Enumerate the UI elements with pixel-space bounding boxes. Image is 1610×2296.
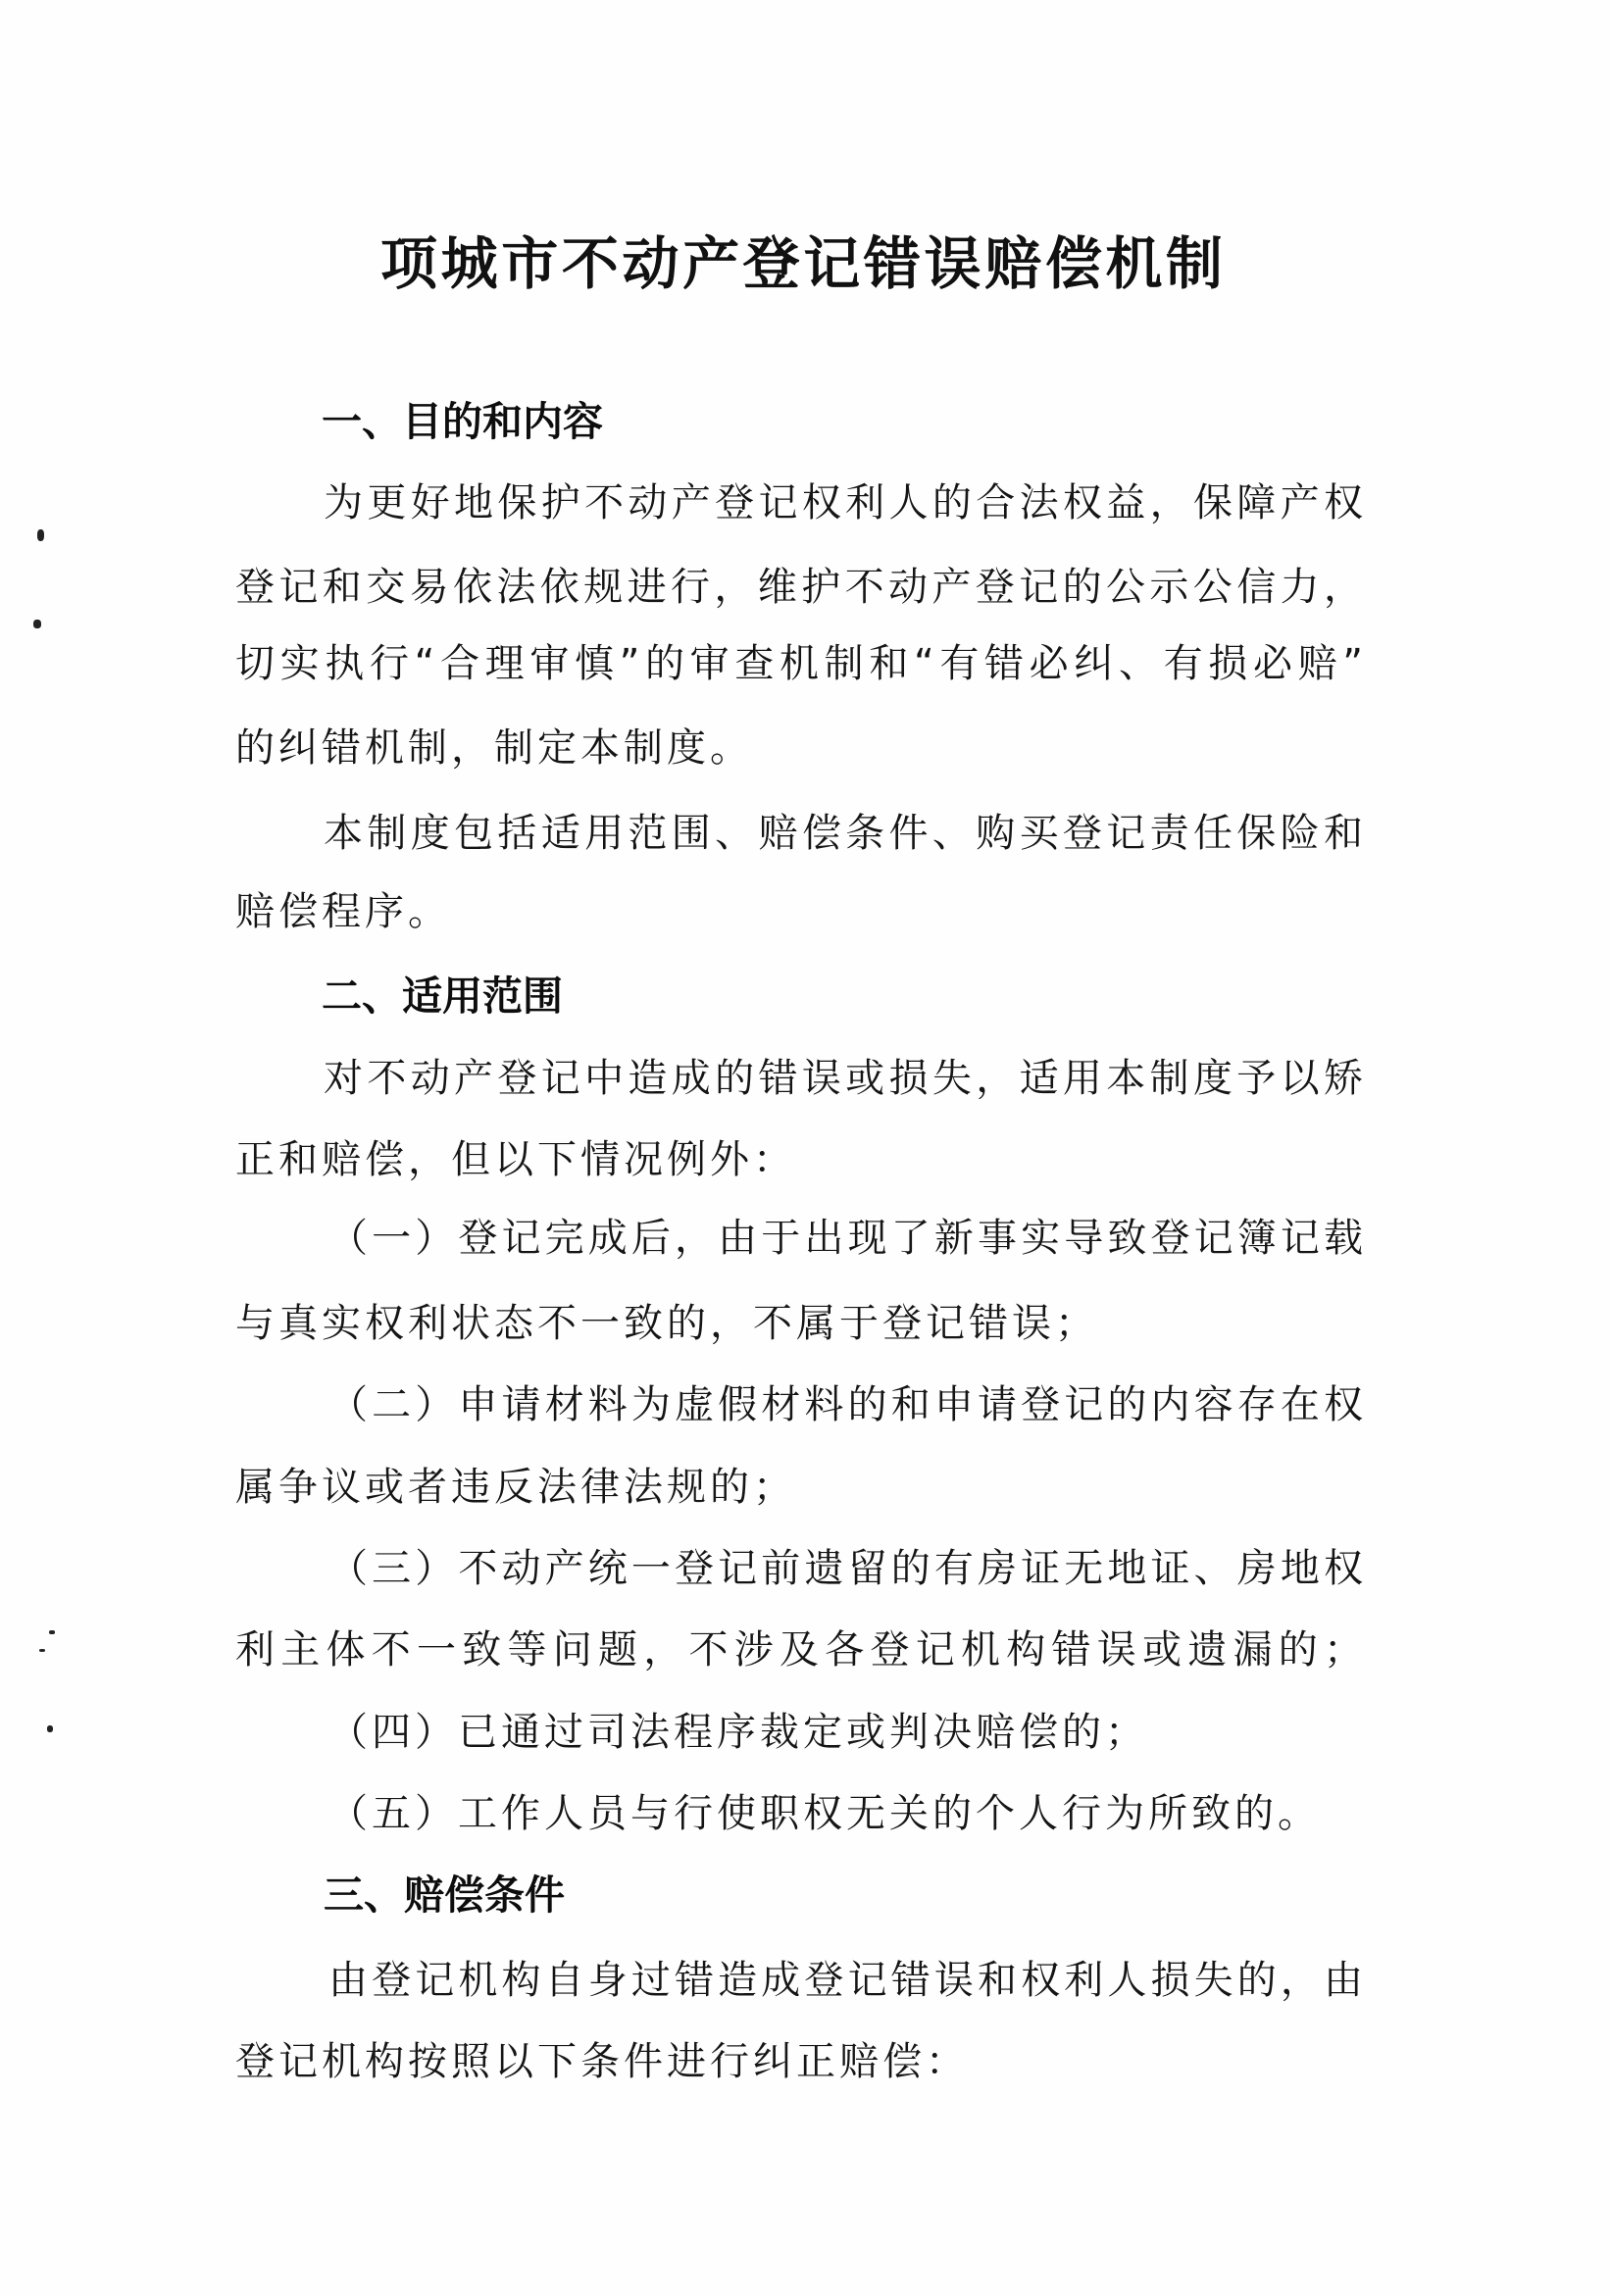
list-item-line: （二）申请材料为虚假材料的和申请登记的内容存在权 <box>328 1382 1363 1427</box>
paragraph-line: 登记和交易依法依规进行，维护不动产登记的公示公信力， <box>235 565 1363 610</box>
paragraph-line: 为更好地保护不动产登记权利人的合法权益，保障产权 <box>324 480 1363 525</box>
paragraph-line: 本制度包括适用范围、赔偿条件、购买登记责任保险和 <box>324 811 1363 856</box>
paragraph-line: 对不动产登记中造成的错误或损失，适用本制度予以矫 <box>324 1056 1363 1101</box>
paragraph-line: 赔偿程序。 <box>235 889 451 934</box>
list-item-line: 利主体不一致等问题，不涉及各登记机构错误或遗漏的； <box>235 1627 1363 1672</box>
paragraph-line: 登记机构按照以下条件进行纠正赔偿： <box>235 2039 969 2084</box>
list-item-line: （四）已通过司法程序裁定或判决赔偿的； <box>328 1710 1148 1755</box>
paragraph-line: 的纠错机制，制定本制度。 <box>235 725 753 771</box>
scan-speck <box>49 1630 55 1634</box>
list-item-line: 与真实权利状态不一致的，不属于登记错误； <box>235 1301 1098 1346</box>
scan-speck <box>47 1725 53 1732</box>
scan-speck <box>39 1649 45 1652</box>
paragraph-line: 切实执行“合理审慎”的审查机制和“有错必纠、有损必赔” <box>235 641 1363 686</box>
paragraph-line: 由登记机构自身过错造成登记错误和权利人损失的，由 <box>328 1958 1363 2003</box>
section-heading-conditions: 三、赔偿条件 <box>324 1872 565 1919</box>
list-item-line: 属争议或者违反法律法规的； <box>235 1465 796 1510</box>
list-item-line: （五）工作人员与行使职权无关的个人行为所致的。 <box>328 1791 1321 1836</box>
section-heading-scope: 二、适用范围 <box>322 973 563 1020</box>
scan-speck <box>33 620 41 628</box>
paragraph-line: 正和赔偿，但以下情况例外： <box>235 1137 796 1182</box>
document-title: 项城市不动产登记错误赔偿机制 <box>380 230 1224 297</box>
list-item-line: （一）登记完成后，由于出现了新事实导致登记簿记载 <box>328 1216 1363 1261</box>
list-item-line: （三）不动产统一登记前遗留的有房证无地证、房地权 <box>328 1546 1363 1591</box>
scan-speck <box>37 529 44 541</box>
section-heading-purpose: 一、目的和内容 <box>322 398 603 445</box>
